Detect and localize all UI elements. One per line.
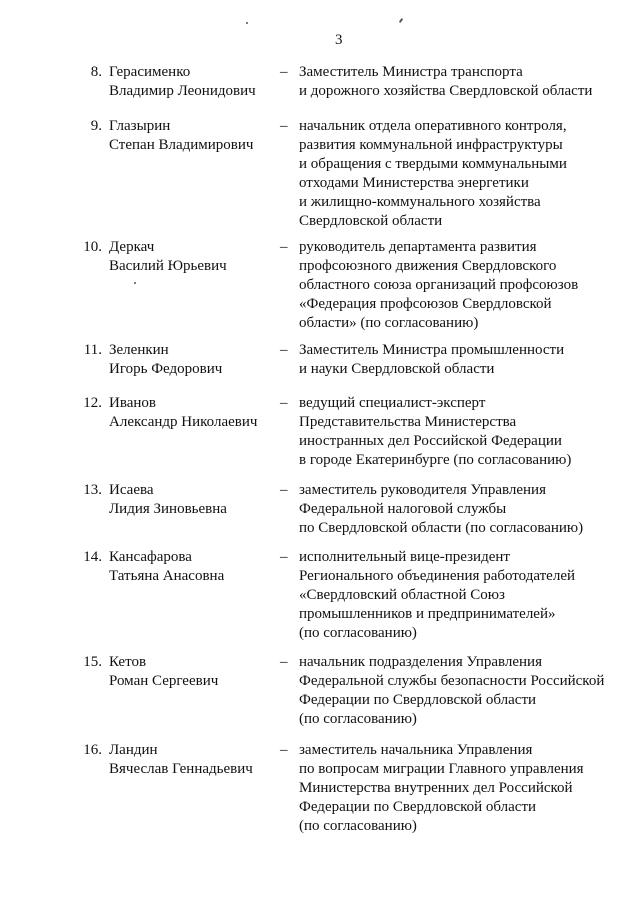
description-line: заместитель руководителя Управления — [299, 482, 546, 498]
description-line: и науки Свердловской области — [299, 361, 495, 377]
description-line: Федеральной службы безопасности Российской — [299, 673, 605, 689]
member-name — [109, 394, 257, 432]
description-line: Федерации по Свердловской области — [299, 799, 537, 815]
description-line: отходами Министерства энергетики — [299, 175, 529, 191]
position-description — [299, 394, 634, 470]
dash-separator: – — [280, 742, 288, 758]
description-line: (по согласованию) — [299, 818, 417, 834]
description-line: руководитель департамента развития — [299, 239, 537, 255]
entry-number: 11. — [83, 342, 102, 358]
description-line: «Федерация профсоюзов Свердловской — [299, 296, 552, 312]
given-names: Александр Николаевич — [109, 414, 258, 430]
description-line: профсоюзного движения Свердловского — [299, 258, 557, 274]
dash-separator: – — [280, 654, 288, 670]
entry-number: 14. — [83, 549, 102, 565]
member-name — [109, 481, 227, 519]
description-line: иностранных дел Российской Федерации — [299, 433, 562, 449]
description-line: области» (по согласованию) — [299, 315, 479, 331]
surname: Ландин — [109, 742, 158, 758]
position-description — [299, 653, 634, 729]
dash-separator: – — [280, 395, 288, 411]
position-description — [299, 63, 634, 101]
surname: Глазырин — [109, 118, 171, 134]
given-names: Степан Владимирович — [109, 137, 254, 153]
entry-number: 10. — [83, 239, 102, 255]
entry-number: 13. — [83, 482, 102, 498]
position-description — [299, 481, 634, 538]
surname: Зеленкин — [109, 342, 169, 358]
description-line: и жилищно-коммунального хозяйства — [299, 194, 541, 210]
description-line: промышленников и предпринимателей» — [299, 606, 556, 622]
dash-separator: – — [280, 118, 288, 134]
entry-number: 16. — [83, 742, 102, 758]
position-description — [299, 117, 634, 231]
dash-separator: – — [280, 482, 288, 498]
description-line: (по согласованию) — [299, 711, 417, 727]
given-names: Владимир Леонидович — [109, 83, 256, 99]
member-name — [109, 341, 222, 379]
description-line: Заместитель Министра транспорта — [299, 64, 523, 80]
surname: Деркач — [109, 239, 155, 255]
position-description — [299, 548, 634, 643]
scan-speck — [246, 22, 248, 24]
description-line: (по согласованию) — [299, 625, 417, 641]
member-name — [109, 653, 218, 691]
surname: Исаева — [109, 482, 154, 498]
given-names: Василий Юрьевич — [109, 258, 227, 274]
scan-speck — [399, 18, 404, 23]
description-line: Регионального объединения работодателей — [299, 568, 576, 584]
description-line: областного союза организаций профсоюзов — [299, 277, 579, 293]
description-line: ведущий специалист-эксперт — [299, 395, 486, 411]
description-line: развития коммунальной инфраструктуры — [299, 137, 563, 153]
description-line: по Свердловской области (по согласованию) — [299, 520, 584, 536]
scan-speck — [134, 282, 136, 284]
description-line: «Свердловский областной Союз — [299, 587, 505, 603]
surname: Герасименко — [109, 64, 191, 80]
member-name — [109, 117, 253, 155]
description-line: Свердловской области — [299, 213, 443, 229]
given-names: Лидия Зиновьевна — [109, 501, 227, 517]
position-description — [299, 238, 634, 333]
member-name — [109, 741, 253, 779]
dash-separator: – — [280, 549, 288, 565]
dash-separator: – — [280, 64, 288, 80]
entry-number: 8. — [90, 64, 102, 80]
member-name — [109, 63, 256, 101]
member-name — [109, 548, 224, 586]
description-line: Министерства внутренних дел Российской — [299, 780, 573, 796]
description-line: Заместитель Министра промышленности — [299, 342, 565, 358]
given-names: Роман Сергеевич — [109, 673, 219, 689]
position-description — [299, 341, 634, 379]
surname: Кансафарова — [109, 549, 192, 565]
given-names: Татьяна Анасовна — [109, 568, 225, 584]
description-line: Федерации по Свердловской области — [299, 692, 537, 708]
dash-separator: – — [280, 239, 288, 255]
description-line: исполнительный вице-президент — [299, 549, 510, 565]
description-line: Федеральной налоговой службы — [299, 501, 507, 517]
description-line: в городе Екатеринбурге (по согласованию) — [299, 452, 572, 468]
surname: Кетов — [109, 654, 147, 670]
member-name — [109, 238, 227, 276]
description-line: и дорожного хозяйства Свердловской области — [299, 83, 593, 99]
description-line: Представительства Министерства — [299, 414, 517, 430]
description-line: заместитель начальника Управления — [299, 742, 533, 758]
entry-number: 12. — [83, 395, 102, 411]
position-description — [299, 741, 634, 836]
surname: Иванов — [109, 395, 156, 411]
dash-separator: – — [280, 342, 288, 358]
entry-number: 15. — [83, 654, 102, 670]
given-names: Игорь Федорович — [109, 361, 223, 377]
given-names: Вячеслав Геннадьевич — [109, 761, 253, 777]
description-line: и обращения с твердыми коммунальными — [299, 156, 567, 172]
description-line: начальник подразделения Управления — [299, 654, 542, 670]
page-number: 3 — [335, 32, 343, 48]
description-line: по вопросам миграции Главного управления — [299, 761, 584, 777]
entry-number: 9. — [90, 118, 102, 134]
description-line: начальник отдела оперативного контроля, — [299, 118, 567, 134]
